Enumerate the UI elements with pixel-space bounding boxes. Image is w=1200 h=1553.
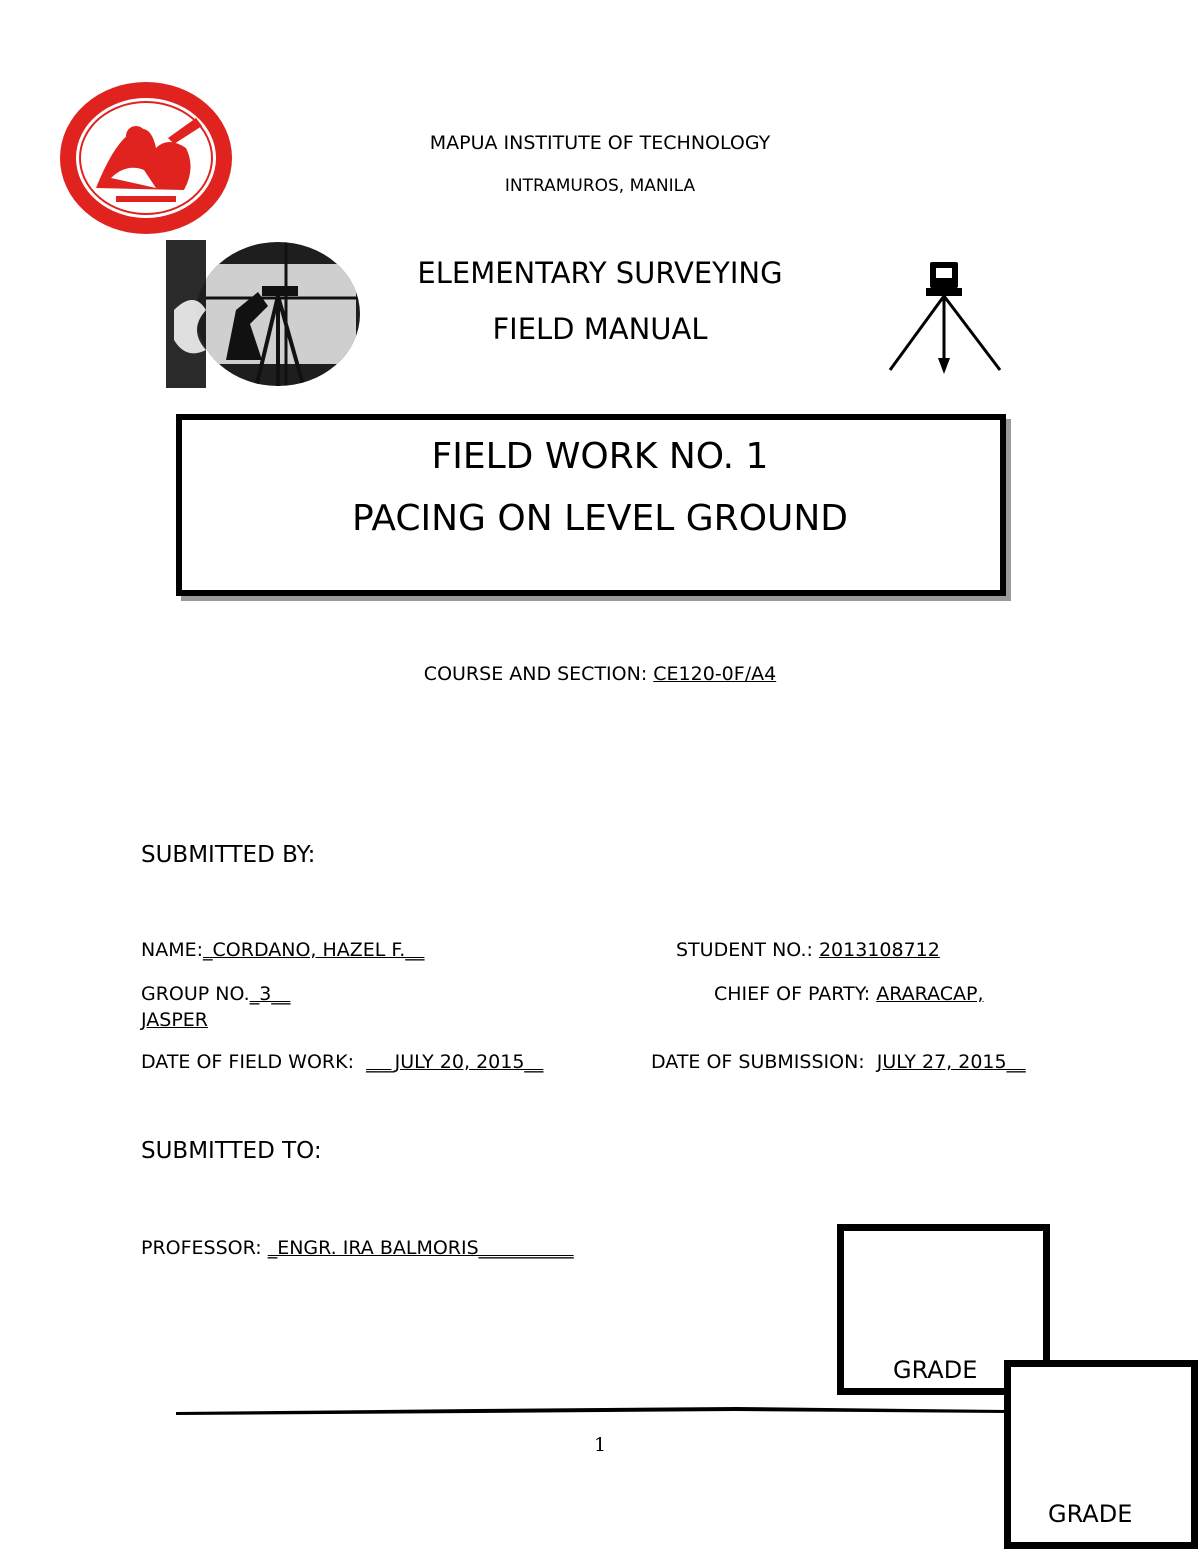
manual-title: FIELD MANUAL bbox=[492, 312, 708, 346]
date-field-work-value: ___JULY 20, 2015__ bbox=[366, 1051, 544, 1073]
submitted-by-heading: SUBMITTED BY: bbox=[141, 842, 316, 868]
grade-label-2: GRADE bbox=[1048, 1500, 1133, 1528]
course-section-line bbox=[0, 663, 1200, 685]
group-value: _3__ bbox=[249, 983, 291, 1005]
total-station-tripod-icon bbox=[886, 258, 1006, 376]
date-submission-line bbox=[651, 1051, 1026, 1073]
chief-value-continued: JASPER bbox=[141, 1009, 208, 1031]
student-no-value: 2013108712 bbox=[818, 939, 940, 961]
course-section-label: COURSE AND SECTION: bbox=[423, 663, 648, 685]
course-title: ELEMENTARY SURVEYING bbox=[417, 256, 783, 290]
chief-value: ARARACAP, bbox=[876, 983, 984, 1005]
grade-label-1: GRADE bbox=[893, 1356, 978, 1384]
mapua-seal-logo bbox=[56, 78, 236, 238]
submitted-to-heading: SUBMITTED TO: bbox=[141, 1138, 322, 1164]
course-section-value: CE120-0F/A4 bbox=[653, 663, 777, 685]
name-value: _CORDANO, HAZEL F.__ bbox=[203, 939, 425, 961]
date-submission-label: DATE OF SUBMISSION: bbox=[651, 1051, 865, 1073]
institution-location: INTRAMUROS, MANILA bbox=[504, 176, 696, 196]
student-no-line bbox=[676, 939, 940, 961]
date-submission-value: JULY 27, 2015__ bbox=[876, 1051, 1026, 1073]
chief-line bbox=[714, 983, 984, 1005]
date-field-work-line bbox=[141, 1051, 543, 1073]
professor-label: PROFESSOR: bbox=[141, 1237, 262, 1259]
footer-rule bbox=[176, 1404, 1006, 1418]
professor-line bbox=[141, 1237, 574, 1259]
field-work-title: PACING ON LEVEL GROUND bbox=[351, 498, 849, 539]
date-field-work-label: DATE OF FIELD WORK: bbox=[141, 1051, 354, 1073]
professor-value: _ENGR. IRA BALMORIS__________ bbox=[267, 1237, 574, 1259]
group-line bbox=[141, 983, 290, 1005]
name-line bbox=[141, 939, 424, 961]
field-work-number: FIELD WORK NO. 1 bbox=[431, 436, 769, 477]
institution-name: MAPUA INSTITUTE OF TECHNOLOGY bbox=[429, 132, 771, 154]
student-no-label: STUDENT NO.: bbox=[676, 939, 813, 961]
name-label: NAME: bbox=[141, 939, 204, 961]
chief-label: CHIEF OF PARTY: bbox=[714, 983, 871, 1005]
group-label: GROUP NO. bbox=[141, 983, 250, 1005]
page-number: 1 bbox=[593, 1434, 607, 1456]
